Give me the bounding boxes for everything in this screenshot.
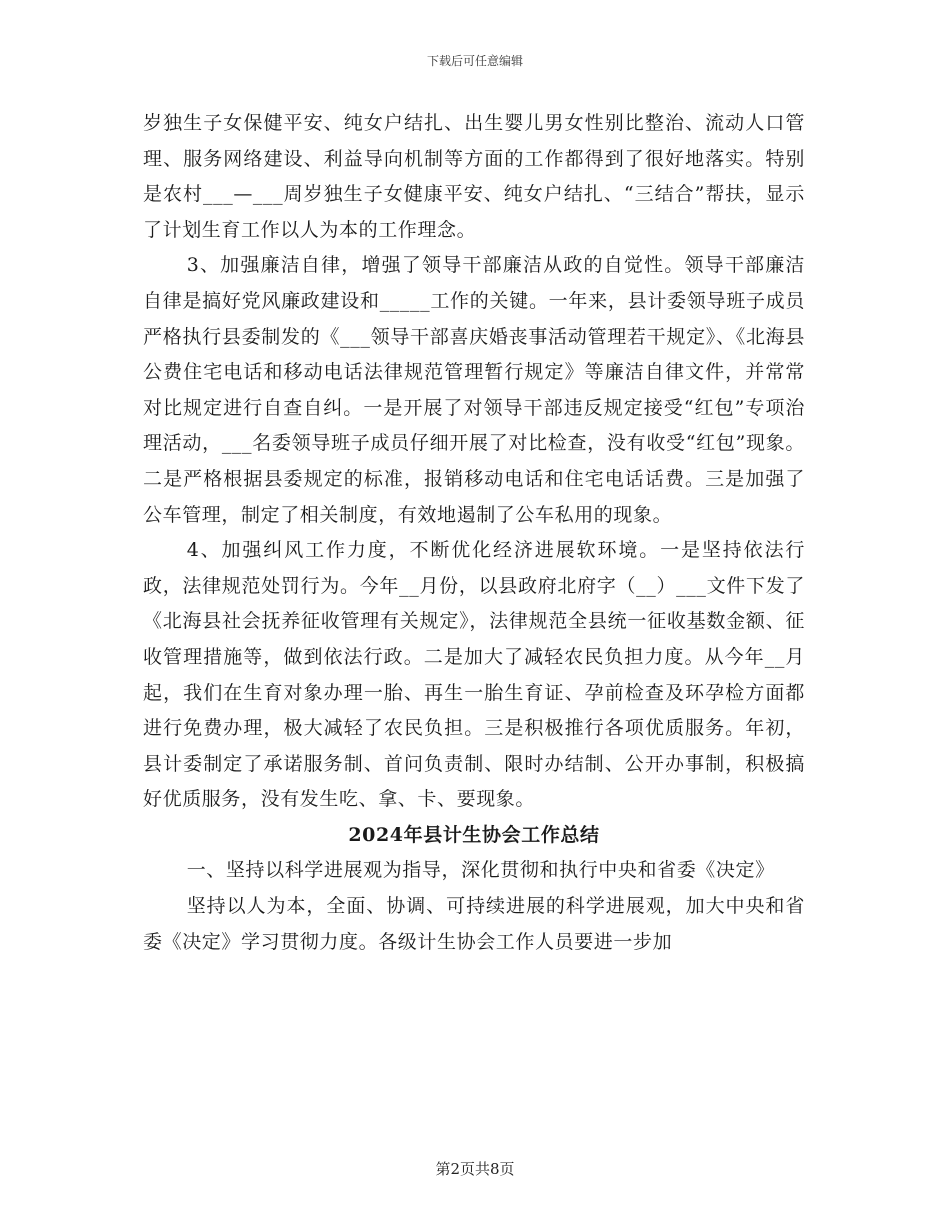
paragraph-continuation: 岁独生子女保健平安、纯女户结扎、出生婴儿男女性别比整治、流动人口管理、服务网络建设、利益导向机制等方面的工作都得到了很好地落实。特别是农村___—___周岁独生子女健康平安、纯女户结扎、“三结合”帮扶，显示了计划生育工作以人为本的工作理念。 (143, 112, 805, 241)
page-number: 第2页共8页 (435, 1160, 515, 1178)
paragraph-style-rectification: 4、加强纠风工作力度，不断优化经济进展软环境。一是坚持依法行政，法律规范处罚行为。今年__月份，以县政府北府字（__）___文件下发了《北海县社会抚养征收管理有关规定》，法律规范全县统一征收基数金额、征收管理措施等，做到依法行政。二是加大了减轻农民负担力度。从今年__月起，我们在生育对象办理一胎、再生一胎生育证、孕前检查及环孕检方面都进行免费办理，极大减轻了农民负担。三是积极推行各项优质服务。年初，县计委制定了承诺服务制、首问负责制、限时办结制、公开办事制，积极搞好优质服务，没有发生吃、拿、卡、要现象。 (143, 539, 805, 811)
section-title: 2024年县计生协会工作总结 (348, 823, 600, 846)
section-heading-one: 一、坚持以科学进展观为指导，深化贯彻和执行中央和省委《决定》 (186, 859, 775, 882)
document-body (143, 106, 805, 960)
section-paragraph: 坚持以人为本，全面、协调、可持续进展的科学进展观，加大中央和省委《决定》学习贯彻力度。各级计生协会工作人员要进一步加 (143, 895, 805, 953)
paragraph-integrity-discipline: 3、加强廉洁自律，增强了领导干部廉洁从政的自觉性。领导干部廉洁自律是搞好党风廉政建设和_____工作的关键。一年来，县计委领导班子成员严格执行县委制发的《___领导干部喜庆婚丧事活动管理若干规定》、《北海县公费住宅电话和移动电话法律规范管理暂行规定》等廉洁自律文件，并常常对比规定进行自查自纠。一是开展了对领导干部违反规定接受“红包”专项治理活动，___名委领导班子成员仔细开展了对比检查，没有收受“红包”现象。二是严格根据县委规定的标准，报销移动电话和住宅电话话费。三是加强了公车管理，制定了相关制度，有效地遏制了公车私用的现象。 (143, 254, 805, 526)
page-header: 下载后可任意编辑 (426, 54, 523, 68)
